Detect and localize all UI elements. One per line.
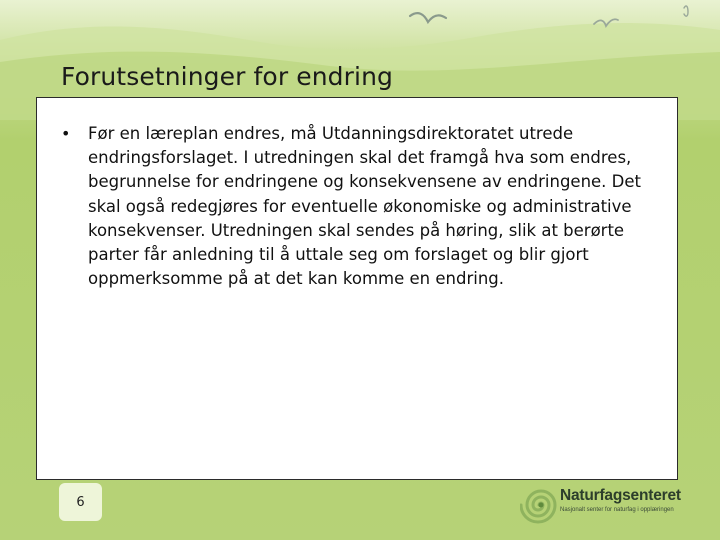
bullet-icon: • bbox=[61, 124, 71, 143]
list-item bbox=[61, 122, 651, 291]
slide-title: Forutsetninger for endring bbox=[61, 62, 393, 91]
seagull-icon bbox=[410, 13, 446, 22]
page-number: 6 bbox=[59, 483, 102, 521]
bullet-text: Før en læreplan endres, må Utdanningsdirektoratet utrede endringsforslaget. I utredningen skal det framgå hva som endres, begrunnelse for endringene og konsekvensene av endringene. Det skal også redegjøres for eventuelle økonomiske og administrative konsekvenser. Utredningen skal sendes på høring, slik at berørte parter får anledning til å uttale seg om forslaget og blir gjort oppmerksomme på at det kan komme en endring. bbox=[88, 124, 641, 289]
spiral-snail-icon bbox=[520, 484, 562, 526]
naturfagsenteret-logo bbox=[520, 484, 690, 528]
content-box bbox=[36, 97, 678, 480]
logo-name: Naturfagsenteret bbox=[560, 487, 681, 504]
seagull-icon bbox=[684, 6, 688, 16]
logo-tagline: Nasjonalt senter for naturfag i opplæringen bbox=[560, 507, 674, 513]
